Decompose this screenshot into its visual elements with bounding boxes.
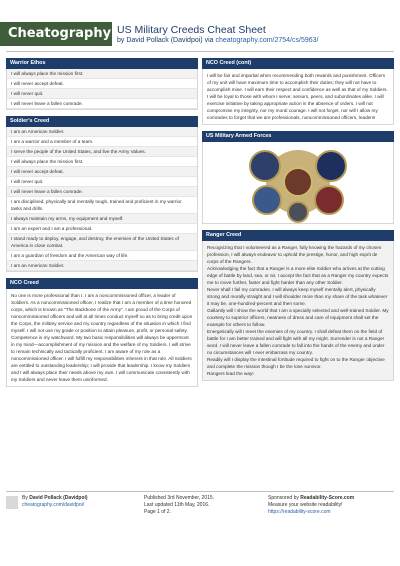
list-item: I will never leave a fallen comrade. xyxy=(7,99,197,109)
sponsor-label: Sponsored by xyxy=(268,495,299,501)
section-body xyxy=(6,289,198,387)
section-title: Soldier's Creed xyxy=(6,116,198,127)
list-item: I always maintain my arms, my equipment and myself. xyxy=(7,214,197,224)
section-body xyxy=(6,127,198,272)
header-divider xyxy=(6,51,394,52)
sponsor-name[interactable]: Readability-Score.com xyxy=(300,495,355,501)
sponsor-url[interactable]: https://readability-score.com xyxy=(268,509,331,515)
section-title: NCO Creed (cont) xyxy=(202,58,394,69)
ranger-creed-text xyxy=(203,241,393,380)
section-body xyxy=(202,69,394,125)
paragraph: Recognizing that I volunteered as a Ranger, fully knowing the hazards of my chosen profession, I will always endeavor to uphold the prestige, honor, and high esprit de corps of the Rangers. xyxy=(207,245,382,264)
footer-publish-info xyxy=(144,495,264,516)
armed-forces-section xyxy=(202,131,394,224)
nco-creed-cont-text: I will be fair and impartial when recommending both rewards and punishment. Officers of my unit will have maximum time to accomplish their duties; they will not have to accomplish mine. I will earn their respect and confidence as well as that of my Soldiers. I will be loyal to those with whom I serve; seniors, peers, and subordinates alike. I will exercise initiative by taking appropriate action in the absence of orders. I will not compromise my integrity, nor my moral courage. I will not forget, nor will I allow my comrades to forget that we are professionals, noncommissioned officers, leaders! xyxy=(207,73,388,120)
avatar xyxy=(6,496,18,509)
list-item: I stand ready to deploy, engage, and destroy, the enemies of the United States of America in close combat. xyxy=(7,234,197,251)
footer-author-line xyxy=(22,495,138,502)
sponsor-tagline: Measure your website readability! xyxy=(268,502,343,508)
sponsor-line xyxy=(268,495,394,502)
army-seal-icon xyxy=(250,151,280,181)
warrior-ethos-section xyxy=(6,58,198,110)
soldiers-creed-section xyxy=(6,116,198,272)
byline-by: by xyxy=(117,37,125,44)
list-item: I will never accept defeat. xyxy=(7,79,197,89)
published-date: Published 3rd November, 2015. xyxy=(144,495,215,501)
cheatography-logo[interactable]: Cheatography xyxy=(0,22,112,46)
armed-forces-seals-image xyxy=(202,142,394,224)
list-item: I will always place the mission first. xyxy=(7,157,197,167)
left-column xyxy=(6,58,198,393)
list-item: I am a guardian of freedom and the American way of life. xyxy=(7,251,197,261)
list-item: I am an American Soldier. xyxy=(7,261,197,271)
right-column xyxy=(202,58,394,387)
section-title: Warrior Ethos xyxy=(6,58,198,69)
footer-author xyxy=(6,495,138,509)
air-force-seal-icon xyxy=(253,186,281,214)
footer-sponsor xyxy=(268,495,394,516)
footer-author-url[interactable]: cheatography.com/davidpoi/ xyxy=(22,502,85,508)
marines-seal-icon xyxy=(315,186,343,214)
footer-author-link[interactable]: David Pollack (Davidpoi) xyxy=(29,495,88,501)
paragraph: Never shall I fail my comrades. I will always keep myself mentally alert, physically strong and morally straight and I will shoulder more than my share of the task whatever it may be, one-hundred-percent and then some. xyxy=(207,287,388,306)
list-item: I will never leave a fallen comrade. xyxy=(7,187,197,197)
seals-graphic xyxy=(203,142,393,224)
nco-creed-text: No one is more professional than I. I am a noncommissioned officer, a leader of Soldiers. As a noncommissioned officer, I realize that I am a member of a time honored corps, which is known as "The Backbone of the Army". I am proud of the Corps of noncommissioned officers and will at all times conduct myself so as to bring credit upon the Corps, the military service and my country regardless of the situation in which I find myself. I will not use my grade or position to attain pleasure, profit, or personal safety. Competence is my watchword. My two basic responsibilities will always be uppermost in my mind—accomplishment of my mission and the welfare of my Soldiers. I will strive to remain technically and tactically proficient. I am aware of my role as a noncommissioned officer. I will fulfill my responsibilities inherent in that role. All Soldiers are entitled to outstanding leadership; I will provide that leadership. I know my Soldiers and I will always place their needs above my own. I will communicate consistently with my Soldiers and never leave them uninformed. xyxy=(11,293,193,382)
list-item: I am a warrior and a member of a team. xyxy=(7,137,197,147)
section-title: Ranger Creed xyxy=(202,230,394,241)
nco-creed-cont-section xyxy=(202,58,394,125)
section-body xyxy=(202,241,394,381)
paragraph: Rangers lead the way! xyxy=(207,371,254,376)
section-title: NCO Creed xyxy=(6,278,198,289)
paragraph: Readily will I display the intestinal fortitude required to fight on to the Ranger objective and complete the mission though I be the lone survivor. xyxy=(207,357,385,369)
footer-divider xyxy=(6,491,394,492)
updated-date: Last updated 11th May, 2016. xyxy=(144,502,210,508)
list-item: I am disciplined, physically and mentally tough, trained and proficient in my warrior tasks and drills. xyxy=(7,197,197,214)
list-item: I will never quit. xyxy=(7,177,197,187)
sheet-url-link[interactable]: cheatography.com/2754/cs/5963/ xyxy=(215,37,319,44)
footer-author-text xyxy=(22,495,138,509)
page-title: US Military Creeds Cheat Sheet xyxy=(117,24,266,36)
nco-creed-section xyxy=(6,278,198,387)
list-item: I will always place the mission first. xyxy=(7,69,197,79)
byline-via: via xyxy=(204,37,214,44)
page-number: Page 1 of 2. xyxy=(144,509,171,515)
list-item: I will never accept defeat. xyxy=(7,167,197,177)
section-body xyxy=(6,69,198,110)
paragraph: Energetically will I meet the enemies of my country. I shall defeat them on the field of battle for I am better trained and will fight with all my might. Surrender is not a Ranger word. I will never leave a fallen comrade to fall into the hands of the enemy and under no circumstances will I ever embarrass my country. xyxy=(207,329,385,355)
coast-guard-seal-icon xyxy=(288,202,308,222)
paragraph: Gallantly will I show the world that I am a specially selected and well-trained Soldier. My courtesy to superior officers, neatness of dress and care of equipment shall set the example for others to follow. xyxy=(207,308,389,327)
navy-seal-icon xyxy=(316,151,346,181)
header xyxy=(0,0,400,56)
list-item: I am an expert and I am a professional. xyxy=(7,224,197,234)
dod-seal-icon xyxy=(284,168,312,196)
list-item: I serve the people of the United States, and live the Army Values. xyxy=(7,147,197,157)
footer-by-label: By xyxy=(22,495,28,501)
list-item: I will never quit. xyxy=(7,89,197,99)
author-link[interactable]: David Pollack (Davidpoi) xyxy=(126,37,203,44)
paragraph: Acknowledging the fact that a Ranger is a more elite Soldier who arrives at the cutting edge of battle by land, sea, or air, I accept the fact that as a Ranger my country expects me to move further, faster and fight harder than any other Soldier. xyxy=(207,266,389,285)
section-title: US Military Armed Forces xyxy=(202,131,394,142)
byline xyxy=(117,37,318,44)
ranger-creed-section xyxy=(202,230,394,381)
list-item: I am an American Soldier. xyxy=(7,127,197,137)
